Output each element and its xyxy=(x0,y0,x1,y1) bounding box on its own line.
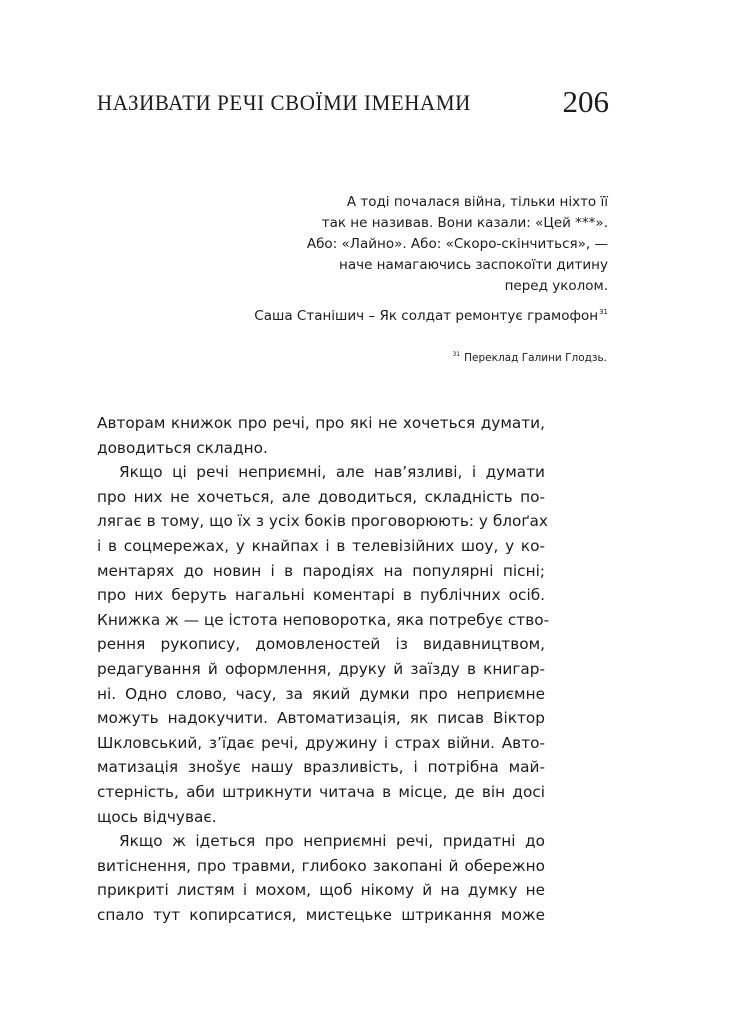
body-line: редагування й оформлення, друку й заїзду в книгар- xyxy=(97,659,545,678)
epigraph-line: наче намагаючись заспокоїти дитину xyxy=(339,257,608,273)
body-line: Шкловський, з’їдає речі, дружину і страх війни. Авто- xyxy=(97,733,545,752)
epigraph-source-text: Саша Станішич – Як солдат ремонтує грамофон xyxy=(254,308,599,324)
body-line: лягає в тому, що їх з усіх боків проговорюють: у блоґах xyxy=(97,512,548,531)
body-line: Якщо ці речі неприємні, але нав’язливі, і думати xyxy=(119,463,545,482)
epigraph-line: Або: «Лайно». Або: «Скоро-скінчиться», — xyxy=(306,236,608,252)
body-line: стерність, аби штрикнути читача в місце, де він досі xyxy=(97,782,545,801)
body-line: доводиться складно. xyxy=(97,438,268,457)
body-line: спало тут копирсатися, мистецьке штрикання може xyxy=(97,905,545,924)
body-line: витіснення, про травми, глибоко закопані й обережно xyxy=(97,856,545,875)
body-line: Авторам книжок про речі, про які не хочеться думати, xyxy=(97,414,545,432)
body-line: про них беруть нагальні коментарі в публічних осіб. xyxy=(97,586,545,605)
epigraph-line: перед уколом. xyxy=(504,278,608,294)
page-number: 206 xyxy=(562,84,609,119)
epigraph-attribution xyxy=(254,308,608,324)
body-line: ментарях до новин і в пародіях на популярні пісні; xyxy=(97,561,545,580)
epigraph-line: А тоді почалася війна, тільки ніхто її xyxy=(346,194,608,210)
footnote-text: Переклад Галини Глодзь. xyxy=(464,352,607,364)
epigraph-line: так не називав. Вони казали: «Цей ***». xyxy=(321,215,608,231)
body-line: прикриті листям і мохом, щоб нікому й на думку не xyxy=(97,881,545,900)
footnote xyxy=(451,351,607,364)
running-head-title: НАЗИВАТИ РЕЧІ СВОЇМИ ІМЕНАМИ xyxy=(97,90,471,116)
footnote-number: 31 xyxy=(452,351,461,358)
body-line: Якщо ж ідеться про неприємні речі, придатні до xyxy=(119,832,545,851)
footnote-reference: 31 xyxy=(599,308,608,316)
body-line: матизація знošує нашу вразливість, і потрібна май- xyxy=(97,758,545,777)
body-line: Книжка ж — це істота неповоротка, яка потребує ство- xyxy=(97,610,550,629)
body-line: рення рукопису, домовленостей із видавництвом, xyxy=(97,635,545,654)
body-line: і в соцмережах, у кнайпах і в телевізійних шоу, у ко- xyxy=(97,536,545,555)
epigraph xyxy=(228,192,608,297)
running-header xyxy=(97,84,609,124)
body-line: можуть надокучити. Автоматизація, як писав Віктор xyxy=(97,709,545,728)
body-text xyxy=(97,411,550,927)
body-line: щось відчуває. xyxy=(97,807,217,826)
body-line: ні. Одно слово, часу, за який думки про неприємне xyxy=(97,684,545,703)
body-line: про них не хочеться, але доводиться, складність по- xyxy=(97,487,545,506)
